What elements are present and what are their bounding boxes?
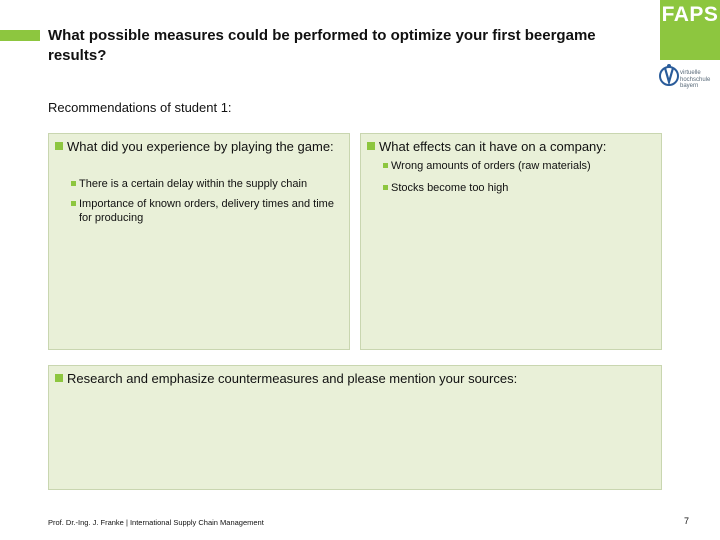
research-heading: Research and emphasize countermeasures and please mention your sources: — [51, 370, 667, 387]
experience-heading: What did you experience by playing the game: — [51, 138, 347, 155]
effects-heading: What effects can it have on a company: — [363, 138, 669, 155]
effects-box — [360, 133, 662, 350]
footer-text: Prof. Dr.-Ing. J. Franke | International Supply Chain Management — [48, 518, 264, 527]
slide-title: What possible measures could be performed to optimize your first beergame results? — [48, 27, 596, 64]
partner-logo — [658, 60, 720, 92]
effects-bullet: Wrong amounts of orders (raw materials) — [363, 159, 671, 173]
experience-bullet: There is a certain delay within the supply chain — [51, 177, 359, 191]
title-accent-bar — [0, 30, 40, 41]
faps-logo: FAPS — [660, 0, 720, 60]
experience-box — [48, 133, 350, 350]
page-number: 7 — [684, 516, 690, 526]
experience-bullet: Importance of known orders, delivery times and time for producing — [51, 197, 339, 225]
research-box — [48, 365, 662, 490]
partner-logo-text: virtuelle hochschule bayern — [680, 70, 711, 89]
slide-subtitle: Recommendations of student 1: — [48, 100, 232, 115]
partner-emblem-icon — [658, 60, 680, 90]
effects-bullet: Stocks become too high — [363, 181, 671, 195]
